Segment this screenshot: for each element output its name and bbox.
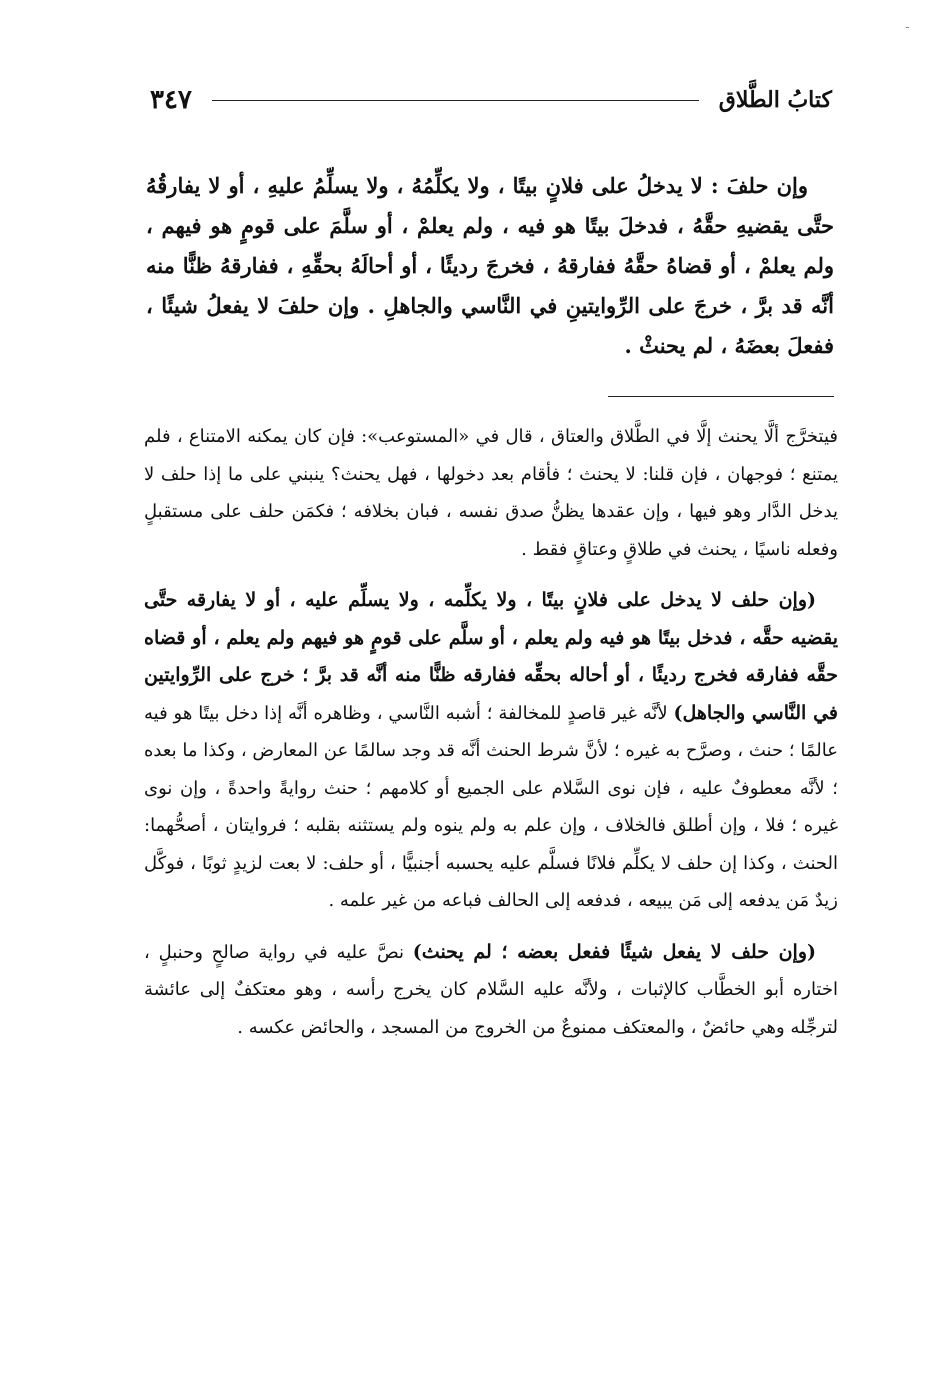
header-rule [212,100,699,101]
commentary [144,418,838,1060]
quoted-text-bold: (وإن حلف لا يفعل شيئًا ففعل بعضه ؛ لم يحنث) [412,940,816,963]
commentary-paragraph-1: فيتخرَّج ألَّا يحنث إلَّا في الطَّلاق والعتاق ، قال في «المستوعب»: فإن كان يمكنه الامتناع ، فلم يمتنع ؛ فوجهان ، فإن قلنا: لا يحنث ؛ فأقام بعد دخولها ، فهل يحنث؟ ينبني على ما إذا حلف لا يدخل الدَّار وهو فيها ، وإن عقدها يظنُّ صدق نفسه ، فبان بخلافه ؛ فكمَن حلف على مستقبلٍ وفعله ناسيًا ، يحنث في طلاقٍ وعتاقٍ فقط . [144,426,838,560]
main-text: وإن حلفَ : لا يدخلُ على فلانٍ بيتًا ، ولا يكلِّمُهُ ، ولا يسلِّمُ عليهِ ، أو لا يفارقُهُ حتَّى يقضيهِ حقَّهُ ، فدخلَ بيتًا هو فيه ، ولم يعلمْ ، أو سلَّمَ على قومٍ هو فيهم ، ولم يعلمْ ، أو قضاهُ حقَّهُ ففارقهُ ، فخرجَ رديئًا ، أو أحالَهُ بحقِّهِ ، ففارقهُ ظنًّا منه أنَّه قد برَّ ، خرجَ على الرِّوايتينِ في النَّاسي والجاهلِ . وإن حلفَ لا يفعلُ شيئًا ، ففعلَ بعضَهُ ، لم يحنثْ . [146,173,834,358]
quoted-text-bold: (وإن حلف لا يدخل على فلانٍ بيتًا ، ولا يكلِّمه ، ولا يسلِّم عليه ، أو لا يفارقه حتَّى يقضيه حقَّه ، فدخل بيتًا هو فيه ولم يعلم ، أو سلَّم على قومٍ هو فيهم ولم يعلم ، أو قضاه حقَّه ففارقه فخرج رديئًا ، أو أحاله بحقِّه ففارقه ظنًّا منه أنَّه قد برَّ ؛ خرج على الرِّوايتين في النَّاسي والجاهل) [144,589,838,724]
commentary-separator [608,396,834,397]
commentary-paragraph-3 [144,934,838,1047]
commentary-paragraph-2 [144,582,838,920]
edge-mark: ـ [906,20,909,31]
commentary-text: لأنَّه غير قاصدٍ للمخالفة ؛ أشبه النَّاسي ، وظاهره أنَّه إذا دخل بيتًا هو فيه عالمًا ؛ حنث ، وصرَّح به غيره ؛ لأنَّ شرط الحنث أنَّه قد وجد سالمًا عن المعارض ، وكذا ما بعده ؛ لأنَّه معطوفٌ عليه ، فإن نوى السَّلام على الجميع أو كلامهم ؛ حنث روايةً واحدةً ، وإن نوى غيره ؛ فلا ، وإن أطلق فالخلاف ، وإن علم به ولم ينوه ولم يستثنه بقلبه ؛ فروايتان ، أصحُّهما: الحنث ، وكذا إن حلف لا يكلِّم فلانًا فسلَّم عليه يحسبه أجنبيًّا ، أو حلف: لا بعت لزيدٍ ثوبًا ، فوكَّل زيدٌ مَن يدفعه إلى مَن يبيعه ، فدفعه إلى الحالف فباعه من غير علمه . [144,702,838,911]
running-header [150,76,832,124]
page-number: ٣٤٧ [150,85,192,115]
commentary-text: نصَّ عليه في رواية صالحٍ وحنبلٍ ، اختاره أبو الخطَّاب كالإثبات ، ولأنَّه عليه السَّلام كان يخرج رأسه ، وهو معتكفٌ إلى عائشة لترجِّله وهي حائضٌ ، والمعتكف ممنوعٌ من الخروج من المسجد ، والحائض عكسه . [144,941,838,1038]
book-title: كتابُ الطَّلاق [718,87,832,113]
